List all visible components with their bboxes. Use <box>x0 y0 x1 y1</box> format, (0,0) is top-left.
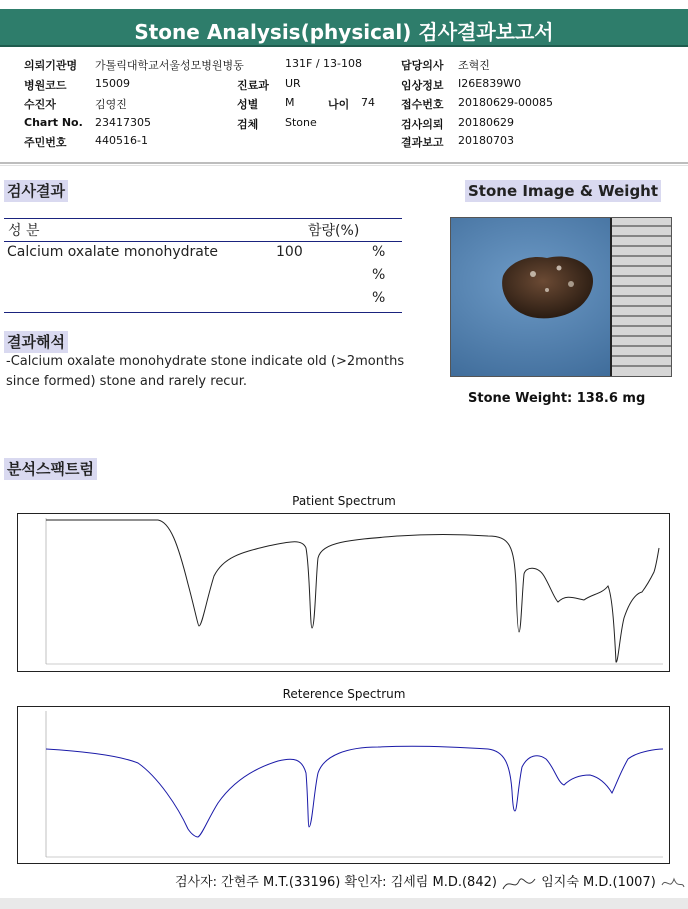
header-divider-shadow <box>0 165 688 166</box>
title-bar <box>0 9 688 47</box>
chart-no-label: Chart No. <box>24 116 83 129</box>
ward-value: 131F / 13-108 <box>285 57 362 70</box>
sex-value: M <box>285 96 295 109</box>
specimen-value: Stone <box>285 116 317 129</box>
signature-mark-2 <box>660 875 686 891</box>
signature-footer <box>175 871 686 891</box>
patient-value: 김영진 <box>95 98 127 111</box>
col-component-header: 성 분 <box>8 223 40 239</box>
interpretation-text: -Calcium oxalate monohydrate stone indicate old (>2months since formed) stone and rarely recur. <box>6 354 405 389</box>
hospital-code-label: 병원코드 <box>24 79 67 92</box>
id-no-value: 440516-1 <box>95 134 148 147</box>
age-label: 나이 <box>328 98 350 111</box>
interpretation-heading: 결과해석 <box>4 331 68 353</box>
patient-spectrum-svg <box>18 514 669 671</box>
reference-spectrum-plot <box>17 706 670 864</box>
patient-spectrum-title: Patient Spectrum <box>292 494 396 508</box>
signature-icon <box>501 875 537 893</box>
sex-label: 성별 <box>237 98 259 111</box>
spectrum-heading: 분석스팩트럼 <box>4 458 97 480</box>
table-top-line <box>4 218 402 219</box>
stone-photo-graphic <box>451 218 672 377</box>
request-date-label: 검사의뢰 <box>401 118 444 131</box>
result-unit: % <box>372 244 386 260</box>
doctor-label: 담당의사 <box>401 59 444 72</box>
doctor-value: 조혁진 <box>458 59 490 72</box>
stone-weight-value: 138.6 mg <box>576 391 646 406</box>
stone-heading: Stone Image & Weight <box>465 180 661 202</box>
footer-examiner-2: 임지숙 M.D.(1007) <box>541 875 656 890</box>
institution-label: 의뢰기관명 <box>24 59 78 72</box>
col-amount-header: 함량(%) <box>308 223 360 239</box>
request-date-value: 20180629 <box>458 116 514 129</box>
result-unit: % <box>372 290 386 306</box>
id-no-label: 주민번호 <box>24 136 67 149</box>
results-heading: 검사결과 <box>4 180 68 202</box>
result-unit: % <box>372 267 386 283</box>
chart-no-value: 23417305 <box>95 116 151 129</box>
stone-weight <box>468 391 645 406</box>
reference-spectrum-title: Reterence Spectrum <box>282 687 406 701</box>
hospital-code-value: 15009 <box>95 77 130 90</box>
department-label: 진료과 <box>237 79 269 92</box>
stone-photo <box>450 217 672 377</box>
page-bottom-strip <box>0 898 688 909</box>
receipt-no-value: 20180629-00085 <box>458 96 553 109</box>
patient-spectrum-plot <box>17 513 670 672</box>
age-value: 74 <box>361 96 375 109</box>
header-divider <box>0 162 688 164</box>
receipt-no-label: 접수번호 <box>401 98 444 111</box>
signature-mark <box>501 875 537 891</box>
clinical-info-value: I26E839W0 <box>458 77 522 90</box>
table-header-line <box>4 241 402 242</box>
result-amount: 100 <box>276 244 303 260</box>
clinical-info-label: 임상정보 <box>401 79 444 92</box>
reference-spectrum-svg <box>18 707 669 863</box>
report-date-label: 결과보고 <box>401 136 444 149</box>
stone-weight-label: Stone Weight: <box>468 391 573 406</box>
institution-value: 가톨릭대학교서울성모병원병동 <box>95 59 244 72</box>
signature-icon <box>660 875 686 893</box>
specimen-label: 검체 <box>237 118 259 131</box>
report-date-value: 20180703 <box>458 134 514 147</box>
department-value: UR <box>285 77 301 90</box>
result-component: Calcium oxalate monohydrate <box>7 244 218 260</box>
table-bottom-line <box>4 312 402 313</box>
footer-examiners: 검사자: 간현주 M.T.(33196) 확인자: 김세림 M.D.(842) <box>175 875 497 890</box>
report-title: Stone Analysis(physical) 검사결과보고서 <box>134 20 554 44</box>
patient-label: 수진자 <box>24 98 56 111</box>
